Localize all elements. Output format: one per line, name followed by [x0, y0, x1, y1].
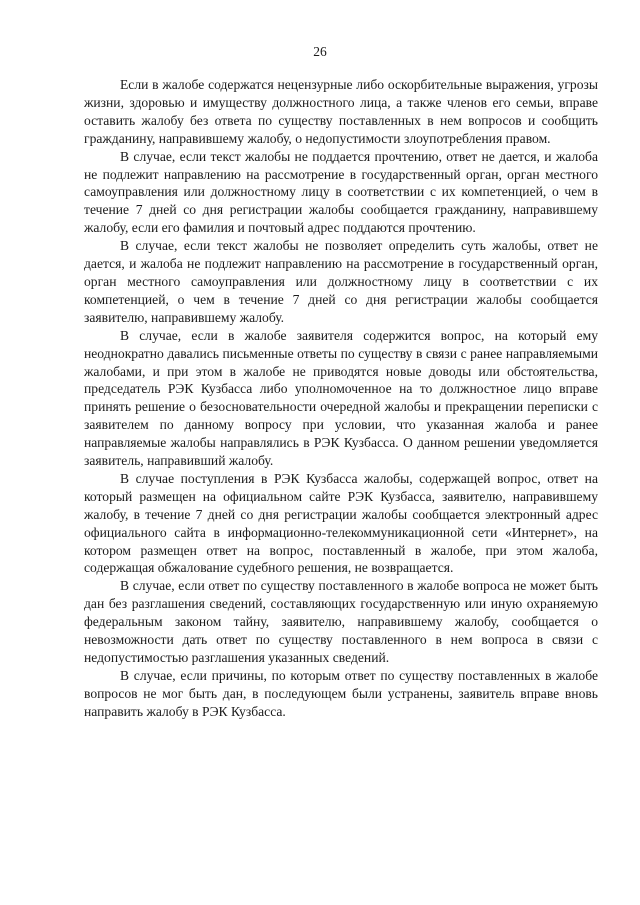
paragraph-offensive-content: Если в жалобе содержатся нецензурные либо оскорбительные выражения, угрозы жизни, здоровью и имуществу должностного лица, а также членов его семьи, вправе оставить жалобу без ответа по существу поставленных в нем вопросов и сообщить гражданину, направившему жалобу, о недопустимости злоупотребления правом. [84, 77, 598, 146]
document-body [84, 76, 598, 721]
paragraph-unreadable-text: В случае, если текст жалобы не поддается прочтению, ответ не дается, и жалоба не подлежит направлению на рассмотрение в государственный орган, орган местного самоуправления или должностному лицу в соответствии с их компетенцией, о чем в течение 7 дней со дня регистрации жалобы сообщается гражданину, направившему жалобу, если его фамилия и почтовый адрес поддаются прочтению. [84, 148, 598, 236]
paragraph-state-secret: В случае, если ответ по существу поставленного в жалобе вопроса не может быть дан без разглашения сведений, составляющих государственную или иную охраняемую федеральным законом тайну, заявителю, направившему жалобу, сообщается о невозможности дать ответ по существу поставленного в нем вопроса в связи с недопустимостью разглашения указанных сведений. [84, 578, 598, 665]
paragraph-resubmission: В случае, если причины, по которым ответ по существу поставленных в жалобе вопросов не мог быть дан, в последующем были устранены, заявитель вправе вновь направить жалобу в РЭК Кузбасса. [84, 667, 598, 719]
paragraph-answer-on-website: В случае поступления в РЭК Кузбасса жалобы, содержащей вопрос, ответ на который размещен на официальном сайте РЭК Кузбасса, заявителю, направившему жалобу, в течение 7 дней со дня регистрации жалобы сообщается электронный адрес официального сайта в информационно-телекоммуникационной сети «Интернет», на котором размещен ответ на вопрос, поставленный в жалобе, при этом жалоба, содержащая обжалование судебного решения, не возвращается. [84, 470, 598, 576]
paragraph-repeated-question: В случае, если в жалобе заявителя содержится вопрос, на который ему неоднократно давались письменные ответы по существу в связи с ранее направляемыми жалобами, и при этом в жалобе не приводятся новые доводы или обстоятельства, председатель РЭК Кузбасса либо уполномоченное на то должностное лицо вправе принять решение о безосновательности очередной жалобы и прекращении переписки с заявителем по данному вопросу при условии, что указанная жалоба и ранее направляемые жалобы направлялись в РЭК Кузбасса. О данном решении уведомляется заявитель, направивший жалобу. [84, 327, 598, 469]
page-number: 26 [313, 44, 327, 59]
paragraph-undefined-essence: В случае, если текст жалобы не позволяет определить суть жалобы, ответ не дается, и жалоба не подлежит направлению на рассмотрение в государственный орган, орган местного самоуправления или должностному лицу в соответствии с их компетенцией, о чем в течение 7 дней со дня регистрации жалобы сообщается заявителю, направившему жалобу. [84, 238, 598, 325]
